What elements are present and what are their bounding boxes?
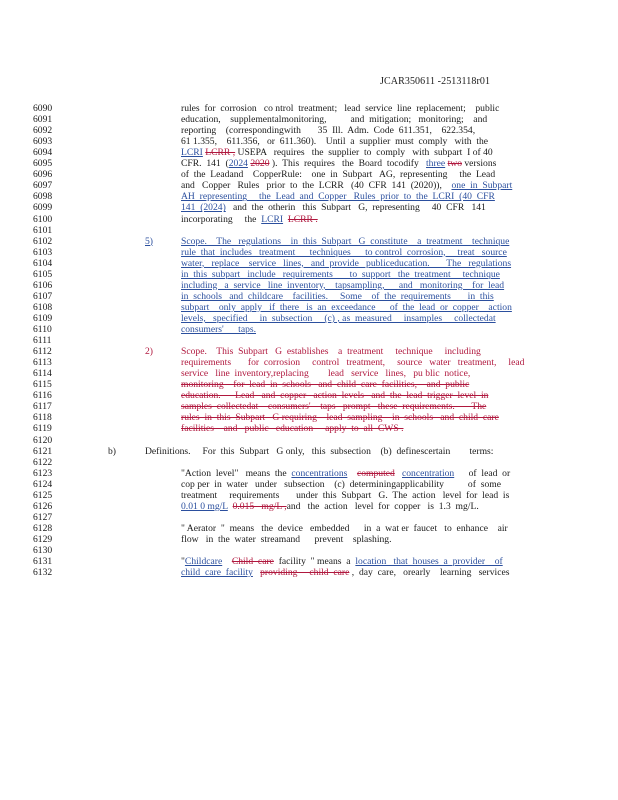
- line-text: [181, 523, 508, 534]
- line-number: 6111: [33, 335, 52, 347]
- document-line: [0, 202, 618, 213]
- document-line: [0, 302, 618, 313]
- line-text: [181, 468, 510, 479]
- inserted-text: in this subpart include requirements to support the treatment technique: [181, 268, 500, 280]
- line-text: [181, 412, 499, 423]
- document-line: [0, 457, 618, 468]
- text-run: of the Leadand CopperRule: one in Subpart AG, representing the Lead: [181, 169, 496, 181]
- line-number: 6110: [33, 324, 52, 335]
- inserted-text: Childcare: [184, 556, 223, 568]
- line-number: 6103: [33, 246, 53, 258]
- line-text: [181, 180, 512, 191]
- document-line: [0, 468, 618, 479]
- text-run: treatment requirements under this Subpart G. The action level for lead is: [181, 489, 510, 501]
- text-run: "Action level" means the: [181, 467, 292, 479]
- line-text: [181, 346, 481, 357]
- text-run: flow in the water streamand prevent splashing.: [181, 533, 392, 545]
- line-number: 6092: [33, 125, 53, 137]
- line-number: 6108: [33, 301, 53, 313]
- document-line: [0, 169, 618, 180]
- document-line: [0, 390, 618, 401]
- document-line: [0, 158, 618, 169]
- item-marker: b): [108, 445, 116, 457]
- line-text: [181, 501, 479, 512]
- deleted-text: 2020: [250, 158, 270, 170]
- line-number: 6112: [33, 346, 52, 358]
- document-line: [0, 346, 618, 357]
- text-run: of lead or: [454, 467, 511, 479]
- line-text: [181, 136, 488, 147]
- document-line: [0, 379, 618, 390]
- document-line: [0, 114, 618, 125]
- line-number: 6116: [33, 390, 52, 402]
- line-number: 6090: [33, 103, 53, 114]
- line-text: [181, 324, 256, 335]
- line-text: [181, 423, 403, 434]
- line-number: 6132: [33, 567, 53, 579]
- deleted-text: two: [447, 158, 462, 170]
- inserted-text: LCRI: [261, 213, 284, 225]
- text-run: requirements for corrosion control treatment, source water treatment, lead: [181, 357, 525, 369]
- document-line: [0, 556, 618, 567]
- line-number: 6101: [33, 224, 53, 236]
- line-number: 6095: [33, 158, 53, 170]
- text-run: [347, 468, 357, 479]
- inserted-text: including a service line inventory, tapsampling, and monitoring for lead: [181, 279, 505, 291]
- text-run: facility " means a: [273, 556, 356, 568]
- line-text: [181, 125, 475, 136]
- text-run: and the otherin this Subpart G, representing 40 CFR 141: [225, 202, 486, 214]
- deleted-text: LCRR .: [287, 213, 318, 225]
- text-run: ": [181, 556, 185, 568]
- inserted-text: consumers' taps.: [181, 324, 257, 335]
- line-text: [181, 401, 486, 412]
- line-number: 6114: [33, 368, 52, 380]
- line-number: 6123: [33, 467, 53, 479]
- line-number: 6124: [33, 478, 53, 490]
- text-run: , day care, orearly learning services: [349, 567, 510, 579]
- line-number: 6113: [33, 357, 52, 369]
- text-run: cop per in water under subsection (c) determiningapplicability of some: [181, 478, 501, 490]
- document-line: [0, 490, 618, 501]
- line-text: [181, 202, 486, 213]
- text-run: and Copper Rules prior to the LCRR (40 CFR 141 (2020)),: [181, 180, 452, 192]
- inserted-text: 0.01 0 mg/L: [181, 500, 228, 512]
- line-number: 6122: [33, 456, 53, 468]
- line-text: [181, 147, 493, 158]
- line-number: 6097: [33, 180, 53, 192]
- text-run: Scope. This Subpart G establishes a treatment technique including: [181, 346, 481, 358]
- line-text: [181, 258, 511, 269]
- line-number: 6118: [33, 412, 52, 424]
- document-line: [0, 147, 618, 158]
- line-text: [181, 280, 504, 291]
- deleted-text: providing child care: [260, 567, 350, 579]
- line-text: [181, 269, 500, 280]
- document-line: [0, 567, 618, 578]
- text-run: [395, 468, 402, 479]
- document-line: [0, 501, 618, 512]
- deleted-text: samples collectedat consumers' taps prompt these requirements. The: [181, 401, 487, 413]
- inserted-text: concentrations: [291, 467, 348, 479]
- document-line: [0, 280, 618, 291]
- line-text: [181, 368, 470, 379]
- deleted-text: rules in this Subpart G requiring lead sampling in schools and child care: [181, 412, 499, 424]
- line-number: 6091: [33, 114, 53, 126]
- line-text: [181, 390, 488, 401]
- line-text: [181, 479, 501, 490]
- line-number: 6104: [33, 257, 53, 269]
- line-text: [181, 291, 494, 302]
- document-line: [0, 247, 618, 258]
- line-text: [145, 446, 493, 457]
- inserted-text: concentration: [402, 467, 455, 479]
- inserted-text: rule that includes treatment techniques to control corrosion, treat source: [181, 246, 507, 258]
- inserted-text: AH representing the Lead and Copper Rules prior to the LCRI (40 CFR: [181, 191, 495, 203]
- inserted-text: LCRI: [181, 147, 203, 159]
- inserted-text: 2024: [228, 158, 248, 170]
- line-number: 6099: [33, 202, 53, 214]
- document-line: [0, 103, 618, 114]
- text-run: service line inventory,replacing lead service lines, pu blic notice,: [181, 368, 471, 380]
- text-run: [222, 556, 232, 567]
- deleted-text: education. Lead and copper action levels and the lead trigger level in: [181, 390, 489, 402]
- text-run: and the action level for copper is 1.3 mg/L.: [286, 500, 479, 512]
- line-text: [181, 158, 496, 169]
- line-text: [181, 191, 495, 202]
- line-number: 6093: [33, 136, 53, 148]
- line-number: 6107: [33, 290, 53, 302]
- document-line: [0, 313, 618, 324]
- line-number: 6127: [33, 511, 53, 523]
- line-text: [181, 357, 524, 368]
- line-number: 6109: [33, 312, 53, 324]
- document-line: [0, 435, 618, 446]
- line-number: 6129: [33, 533, 53, 545]
- text-run: 61 1.355, 611.356, or 611.360). Until a supplier must comply with the: [181, 136, 489, 148]
- document-line: [0, 523, 618, 534]
- text-run: Definitions. For this Subpart G only, this subsection (b) definescertain terms:: [145, 445, 494, 457]
- document-line: [0, 423, 618, 434]
- document-line: [0, 258, 618, 269]
- item-marker: 2): [145, 346, 153, 358]
- document-line: [0, 368, 618, 379]
- text-run: rules for corrosion co ntrol treatment; lead service line replacement; public: [181, 103, 500, 114]
- line-number: 6131: [33, 556, 53, 568]
- line-number: 6115: [33, 379, 52, 391]
- document-line: [0, 357, 618, 368]
- document-line: [0, 136, 618, 147]
- line-number: 6098: [33, 191, 53, 203]
- line-number: 6100: [33, 213, 53, 225]
- line-text: [181, 103, 499, 114]
- document-line: [0, 180, 618, 191]
- line-text: [181, 556, 503, 567]
- line-text: [181, 567, 509, 578]
- line-number: 6130: [33, 545, 53, 556]
- inserted-text: location that houses a provider of: [355, 556, 503, 568]
- inserted-text: levels, specified in subsection (c) , as measured insamples collectedat: [181, 312, 496, 324]
- line-number: 6102: [33, 235, 53, 247]
- line-number: 6120: [33, 434, 53, 446]
- inserted-text: in schools and childcare facilities. Some of the requirements in this: [181, 290, 494, 302]
- line-text: [181, 313, 496, 324]
- document-id-header: JCAR350611 -2513118r01: [380, 76, 491, 87]
- line-text: [181, 490, 509, 501]
- document-line: [0, 446, 618, 457]
- line-number: 6125: [33, 489, 53, 501]
- line-text: [181, 114, 487, 125]
- line-number: 6128: [33, 522, 53, 534]
- line-text: [181, 169, 495, 180]
- inserted-text: subpart only apply if there is an exceedance of the lead or copper action: [181, 301, 512, 313]
- document-line: [0, 125, 618, 136]
- deleted-text: computed: [356, 467, 395, 479]
- inserted-text: child care facility: [181, 567, 253, 579]
- line-text: [181, 534, 391, 545]
- text-run: " Aerator " means the device embedded in a wat er faucet to enhance air: [181, 522, 508, 534]
- line-number: 6126: [33, 500, 53, 512]
- line-number: 6121: [33, 445, 53, 457]
- document-line: [0, 191, 618, 202]
- line-text: [181, 247, 507, 258]
- inserted-text: water, replace service lines, and provide publiceducation. The regulations: [181, 257, 512, 269]
- document-line: [0, 225, 618, 236]
- document-line: [0, 335, 618, 346]
- text-run: USEPA requires the supplier to comply with subpart I of 40: [235, 147, 493, 159]
- document-line: [0, 401, 618, 412]
- document-line: [0, 512, 618, 523]
- line-number: 6094: [33, 147, 53, 159]
- line-number: 6096: [33, 169, 53, 181]
- inserted-text: 141 (2024): [181, 202, 226, 214]
- document-line: [0, 412, 618, 423]
- deleted-text: facilities and public education apply to all CWS .: [181, 423, 404, 435]
- document-line: [0, 545, 618, 556]
- deleted-text: LCRR ,: [205, 147, 236, 159]
- text-run: reporting (correspondingwith 35 Ill. Adm. Code 611.351, 622.354,: [181, 125, 476, 137]
- line-number: 6106: [33, 279, 53, 291]
- line-text: [181, 236, 509, 247]
- line-number: 6117: [33, 401, 52, 413]
- line-number: 6119: [33, 423, 52, 435]
- document-line: [0, 214, 618, 225]
- line-text: [181, 379, 469, 390]
- deleted-text: 0.015 mg/L ,: [232, 500, 287, 512]
- deleted-text: Child care: [231, 556, 274, 568]
- text-run: ). This requires the Board tocodify: [269, 158, 426, 170]
- text-run: versions: [461, 158, 497, 170]
- line-number: 6105: [33, 268, 53, 280]
- deleted-text: monitoring for lead in schools and child care facilities, and public: [181, 379, 470, 391]
- document-line: [0, 269, 618, 280]
- line-text: [181, 214, 318, 225]
- item-marker: 5): [145, 235, 153, 247]
- text-run: education, supplementalmonitoring, and mitigation; monitoring; and: [181, 114, 488, 126]
- inserted-text: three: [426, 158, 446, 170]
- document-line: [0, 534, 618, 545]
- document-line: [0, 291, 618, 302]
- text-run: incorporating the: [181, 213, 262, 225]
- document-line: [0, 479, 618, 490]
- line-text: [181, 302, 512, 313]
- inserted-text: one in Subpart: [451, 180, 513, 192]
- text-run: CFR. 141 (: [181, 158, 229, 170]
- document-line: [0, 324, 618, 335]
- document-line: [0, 236, 618, 247]
- inserted-text: Scope. The regulations in this Subpart G constitute a treatment technique: [181, 235, 510, 247]
